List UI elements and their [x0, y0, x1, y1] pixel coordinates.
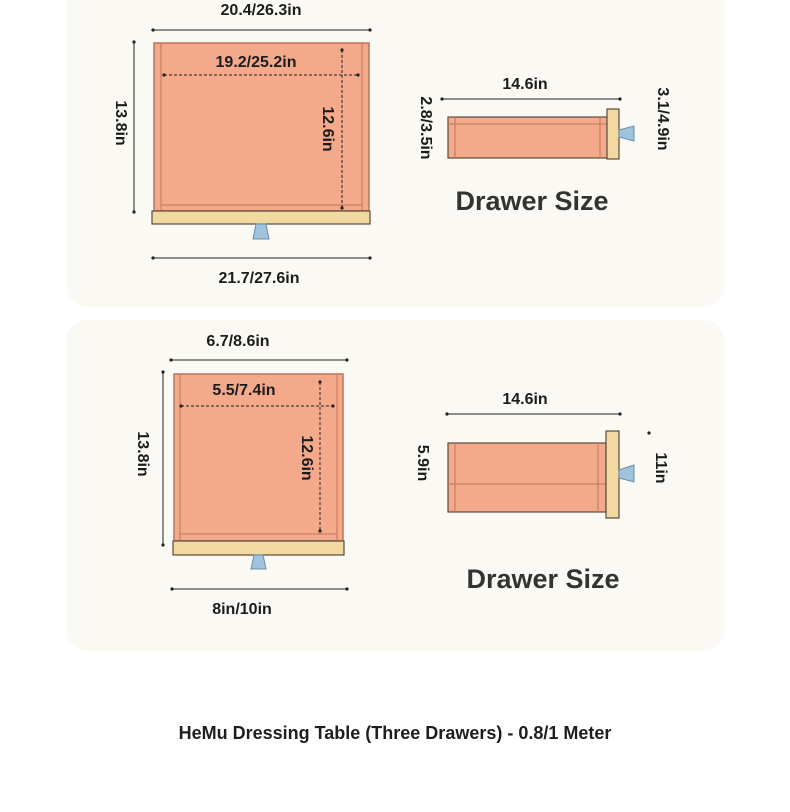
- bottom-side-front-height-label: 11in: [652, 452, 669, 484]
- bottom-front-width-label: 8in/10in: [212, 601, 272, 618]
- top-side-drawer-front: [607, 109, 619, 159]
- top-side-drawer: [448, 109, 634, 159]
- bottom-side-dimension-lines: [447, 414, 651, 435]
- bottom-side-inner-height-label: 5.9in: [414, 444, 431, 482]
- top-big-drawer-knob: [253, 224, 269, 239]
- bottom-big-drawer: [173, 374, 344, 569]
- top-side-front-height-label: 3.1/4.9in: [654, 87, 671, 151]
- bottom-outer-width-label: 6.7/8.6in: [206, 333, 270, 350]
- top-drawer-size-title: Drawer Size: [455, 186, 609, 216]
- top-side-drawer-knob: [619, 126, 634, 141]
- bottom-inner-depth-label: 12.6in: [298, 435, 315, 481]
- top-big-drawer-front: [152, 211, 370, 224]
- bottom-inner-width-label: 5.5/7.4in: [212, 382, 276, 399]
- top-front-width-label: 21.7/27.6in: [218, 270, 300, 287]
- bottom-side-drawer-front: [606, 431, 619, 518]
- bottom-outer-depth-label: 13.8in: [134, 431, 151, 477]
- top-outer-depth-label: 13.8in: [112, 100, 129, 146]
- top-outer-width-label: 20.4/26.3in: [220, 2, 302, 19]
- top-inner-width-label: 19.2/25.2in: [215, 54, 297, 71]
- top-side-inner-height-label: 2.8/3.5in: [417, 96, 434, 160]
- top-inner-depth-label: 12.6in: [319, 106, 336, 152]
- top-big-drawer: [152, 43, 370, 239]
- top-side-length-label: 14.6in: [502, 76, 548, 93]
- bottom-side-drawer-knob: [619, 465, 634, 482]
- bottom-big-drawer-front: [173, 541, 344, 555]
- product-caption: HeMu Dressing Table (Three Drawers) - 0.8/1 Meter: [178, 723, 612, 743]
- bottom-drawer-size-title: Drawer Size: [466, 564, 620, 594]
- bottom-side-drawer: [448, 431, 634, 518]
- bottom-side-length-label: 14.6in: [502, 391, 548, 408]
- bottom-big-drawer-knob: [251, 555, 266, 569]
